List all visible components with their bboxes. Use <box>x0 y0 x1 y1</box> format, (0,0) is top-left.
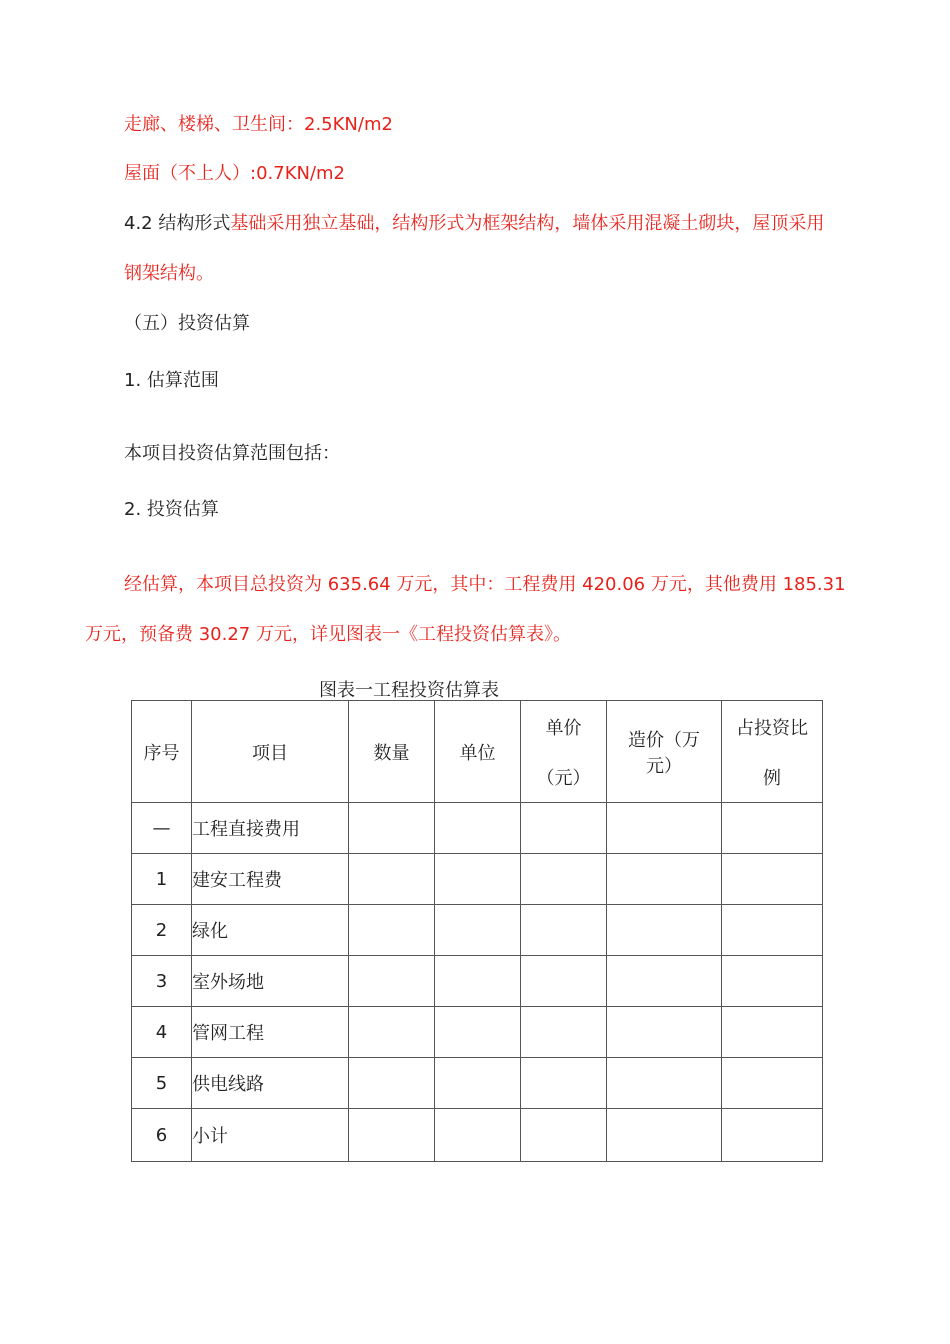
row-unit <box>435 803 521 854</box>
row-unit <box>435 854 521 905</box>
header-price-line1: 单价 <box>545 717 582 739</box>
estimate-text-cont: 万元，预备费 30.27 万元，详见图表一《工程投资估算表》。 <box>85 624 571 645</box>
row-ratio <box>722 854 823 905</box>
subheading-scope: 1. 估算范围 <box>124 370 219 391</box>
row-price <box>521 854 607 905</box>
row-cost <box>607 803 722 854</box>
row-cost <box>607 956 722 1007</box>
structure-heading: 4.2 结构形式 <box>124 213 231 234</box>
table-row <box>132 1058 823 1109</box>
row-seq: 1 <box>132 854 192 905</box>
row-price <box>521 803 607 854</box>
row-item: 建安工程费 <box>192 854 349 905</box>
header-ratio-line2: 例 <box>763 767 781 789</box>
row-qty <box>349 803 435 854</box>
header-unit: 单位 <box>435 701 521 803</box>
row-seq: 3 <box>132 956 192 1007</box>
subheading-estimate: 2. 投资估算 <box>124 499 219 520</box>
header-cost <box>607 701 722 803</box>
table-row <box>132 1007 823 1058</box>
row-item: 绿化 <box>192 905 349 956</box>
header-cost-line2: 元） <box>646 755 682 777</box>
row-ratio <box>722 956 823 1007</box>
table-caption: 图表一工程投资估算表 <box>319 680 499 701</box>
row-item: 供电线路 <box>192 1058 349 1109</box>
estimate-text: 经估算，本项目总投资为 635.64 万元，其中：工程费用 420.06 万元，其他费用 185.31 <box>124 574 846 595</box>
row-price <box>521 956 607 1007</box>
row-unit <box>435 956 521 1007</box>
row-ratio <box>722 905 823 956</box>
row-cost <box>607 905 722 956</box>
table-header-row <box>132 701 823 803</box>
scope-text: 本项目投资估算范围包括： <box>124 443 340 464</box>
row-ratio <box>722 803 823 854</box>
row-seq: 6 <box>132 1109 192 1162</box>
row-qty <box>349 1007 435 1058</box>
table-row <box>132 905 823 956</box>
row-item: 室外场地 <box>192 956 349 1007</box>
row-ratio <box>722 1109 823 1162</box>
row-seq: 4 <box>132 1007 192 1058</box>
row-unit <box>435 905 521 956</box>
row-item: 工程直接费用 <box>192 803 349 854</box>
row-price <box>521 1007 607 1058</box>
row-price <box>521 1058 607 1109</box>
header-price <box>521 701 607 803</box>
row-cost <box>607 1109 722 1162</box>
row-ratio <box>722 1058 823 1109</box>
row-qty <box>349 1058 435 1109</box>
header-ratio-line1: 占投资比 <box>736 717 808 739</box>
structure-text-cont: 钢架结构。 <box>124 263 214 284</box>
row-cost <box>607 1007 722 1058</box>
row-item: 管网工程 <box>192 1007 349 1058</box>
row-seq: — <box>132 803 192 854</box>
header-seq: 序号 <box>132 701 192 803</box>
row-unit <box>435 1007 521 1058</box>
row-unit <box>435 1058 521 1109</box>
row-qty <box>349 956 435 1007</box>
header-cost-line1: 造价（万 <box>628 729 700 751</box>
table-row <box>132 956 823 1007</box>
row-qty <box>349 905 435 956</box>
investment-estimate-table <box>131 700 823 1162</box>
row-item: 小计 <box>192 1109 349 1162</box>
row-price <box>521 1109 607 1162</box>
header-price-line2: （元） <box>536 767 591 789</box>
row-qty <box>349 854 435 905</box>
row-seq: 2 <box>132 905 192 956</box>
row-ratio <box>722 1007 823 1058</box>
header-item: 项目 <box>192 701 349 803</box>
load-corridor: 走廊、楼梯、卫生间：2.5KN/m2 <box>124 114 393 135</box>
row-price <box>521 905 607 956</box>
header-ratio <box>722 701 823 803</box>
row-cost <box>607 1058 722 1109</box>
table-row <box>132 803 823 854</box>
load-roof: 屋面（不上人）:0.7KN/m2 <box>124 163 346 184</box>
structure-text: 基础采用独立基础，结构形式为框架结构，墙体采用混凝土砌块，屋顶采用 <box>230 213 825 234</box>
header-qty: 数量 <box>349 701 435 803</box>
row-cost <box>607 854 722 905</box>
row-qty <box>349 1109 435 1162</box>
row-unit <box>435 1109 521 1162</box>
row-seq: 5 <box>132 1058 192 1109</box>
section-heading-investment: （五）投资估算 <box>124 313 250 334</box>
structure-paragraph <box>124 212 824 236</box>
table-row <box>132 1109 823 1162</box>
table-row <box>132 854 823 905</box>
